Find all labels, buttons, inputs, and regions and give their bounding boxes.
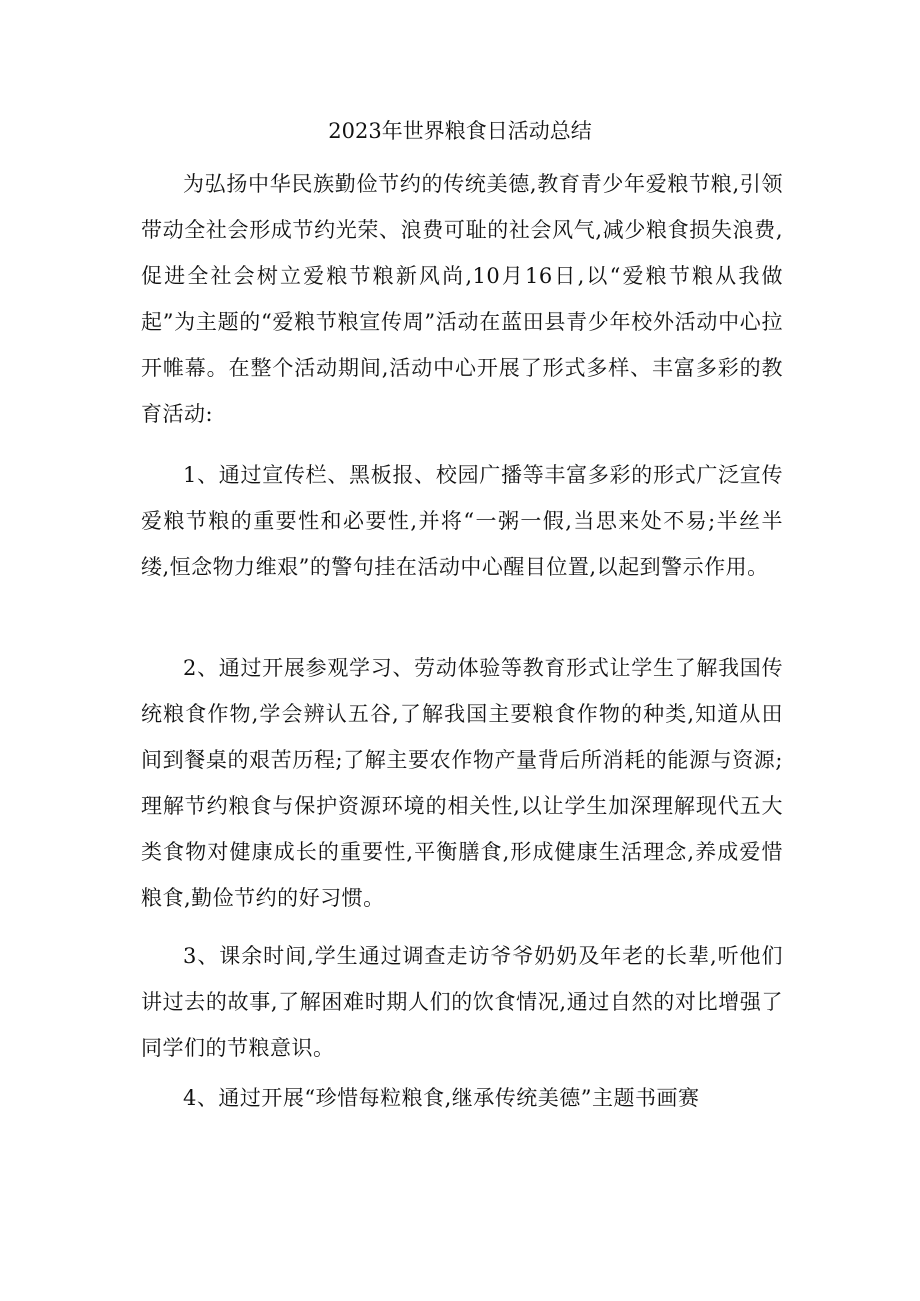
activity-item-3: 3、课余时间,学生通过调查走访爷爷奶奶及年老的长辈,听他们讲过去的故事,了解困难时期人们的饮食情况,通过自然的对比增强了同学们的节粮意识。 <box>141 944 783 1060</box>
intro-paragraph: 为弘扬中华民族勤俭节约的传统美德,教育青少年爱粮节粮,引领带动全社会形成节约光荣、浪费可耻的社会风气,减少粮食损失浪费,促进全社会树立爱粮节粮新风尚,10月16日,以“爱粮节粮从我做起”为主题的“爱粮节粮宣传周”活动在蓝田县青少年校外活动中心拉开帷幕。在整个活动期间,活动中心开展了形式多样、丰富多彩的教育活动: <box>141 172 783 426</box>
activity-item-4: 4、通过开展“珍惜每粒粮食,继承传统美德”主题书画赛 <box>183 1086 700 1110</box>
activity-item-2: 2、通过开展参观学习、劳动体验等教育形式让学生了解我国传统粮食作物,学会辨认五谷,了解我国主要粮食作物的种类,知道从田间到餐桌的艰苦历程;了解主要农作物产量背后所消耗的能源与资源;理解节约粮食与保护资源环境的相关性,以让学生加深理解现代五大类食物对健康成长的重要性,平衡膳食,形成健康生活理念,养成爱惜粮食,勤俭节约的好习惯。 <box>141 656 783 910</box>
activity-item-1: 1、通过宣传栏、黑板报、校园广播等丰富多彩的形式广泛宣传爱粮节粮的重要性和必要性,并将“一粥一假,当思来处不易;半丝半缕,恒念物力维艰”的警句挂在活动中心醒目位置,以起到警示作用。 <box>141 463 783 579</box>
document-title: 2023年世界粮食日活动总结 <box>328 119 592 143</box>
